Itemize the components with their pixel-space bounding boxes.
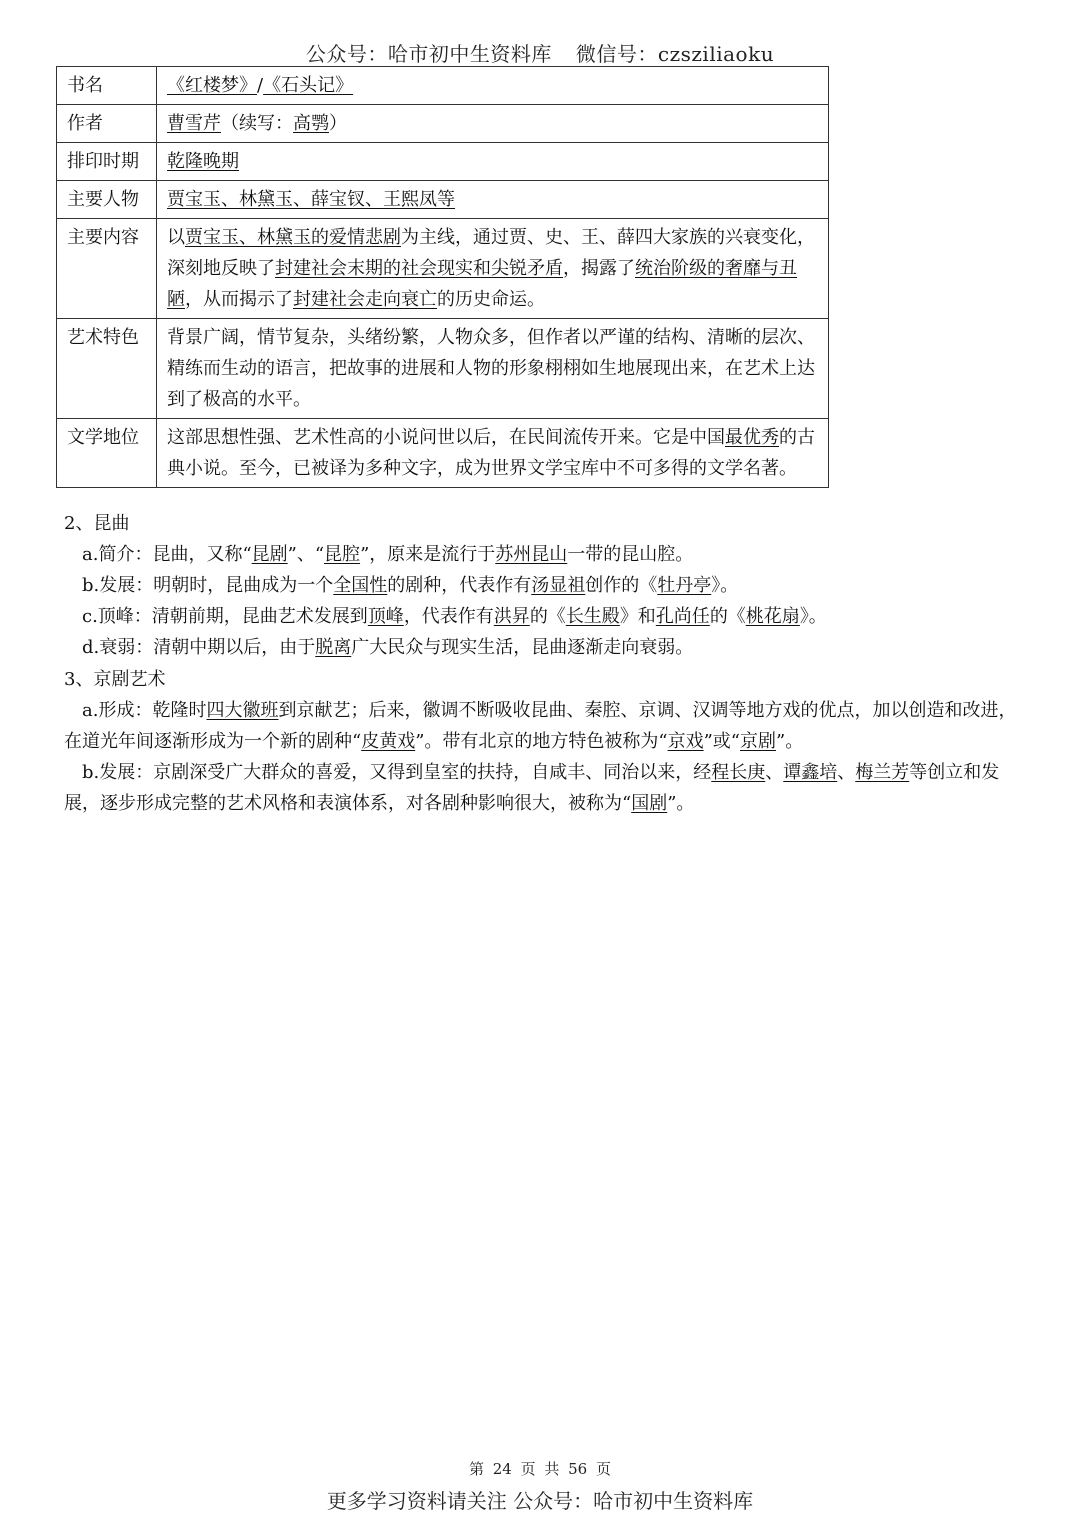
list-item: b.发展：京剧深受广大群众的喜爱，又得到皇室的扶持，自咸丰、同治以来，经程长庚、谭鑫培、梅兰芳等创立和发展，逐步形成完整的艺术风格和表演体系，对各剧种影响很大，被称为“国剧”。: [64, 762, 1000, 814]
header-account: 公众号：哈市初中生资料库: [305, 42, 552, 66]
row-label: 书名: [57, 67, 157, 105]
row-content: 曹雪芹（续写：高鹗）: [157, 105, 829, 143]
table-row: [57, 219, 829, 319]
list-item: c.顶峰：清朝前期，昆曲艺术发展到顶峰，代表作有洪昇的《长生殿》和孔尚任的《桃花扇》。: [82, 606, 827, 627]
row-content: 贾宝玉、林黛玉、薛宝钗、王熙凤等: [157, 181, 829, 219]
row-content: 以贾宝玉、林黛玉的爱情悲剧为主线，通过贾、史、王、薛四大家族的兴衰变化，深刻地反映了封建社会末期的社会现实和尖锐矛盾，揭露了统治阶级的奢靡与丑陋，从而揭示了封建社会走向衰亡的历史命运。: [157, 219, 829, 319]
kunqu-heading: 2、昆曲: [64, 513, 130, 534]
table-row: [57, 67, 829, 105]
list-item: d.衰弱：清朝中期以后，由于脱离广大民众与现实生活，昆曲逐渐走向衰弱。: [82, 637, 694, 658]
jingju-heading: 3、京剧艺术: [64, 669, 166, 690]
table-row: [57, 105, 829, 143]
table-row: [57, 419, 829, 488]
row-label: 主要人物: [57, 181, 157, 219]
row-label: 排印时期: [57, 143, 157, 181]
list-item: a.形成：乾隆时四大徽班到京献艺；后来，徽调不断吸收昆曲、秦腔、京调、汉调等地方戏的优点，加以创造和改进，在道光年间逐渐形成为一个新的剧种“皮黄戏”。带有北京的地方特色被称为“京戏”或“京剧”。: [64, 700, 1017, 752]
row-label: 主要内容: [57, 219, 157, 319]
kunqu-section: [64, 508, 1024, 663]
page-header: [0, 38, 1080, 67]
header-wechat: 微信号：czsziliaoku: [575, 42, 775, 66]
book-info-table: [56, 66, 829, 488]
row-label: 文学地位: [57, 419, 157, 488]
row-label: 作者: [57, 105, 157, 143]
list-item: b.发展：明朝时，昆曲成为一个全国性的剧种，代表作有汤显祖创作的《牡丹亭》。: [82, 575, 739, 596]
row-content: 《红楼梦》/《石头记》: [157, 67, 829, 105]
page-number: 第 24 页 共 56 页: [468, 1460, 611, 1478]
row-content: 背景广阔，情节复杂，头绪纷繁，人物众多，但作者以严谨的结构、清晰的层次、精练而生动的语言，把故事的进展和人物的形象栩栩如生地展现出来，在艺术上达到了极高的水平。: [157, 319, 829, 419]
jingju-section: [64, 664, 1024, 819]
table-row: [57, 181, 829, 219]
row-content: 乾隆晚期: [157, 143, 829, 181]
page-footer: 更多学习资料请关注 公众号：哈市初中生资料库: [326, 1489, 754, 1513]
table-row: [57, 143, 829, 181]
row-label: 艺术特色: [57, 319, 157, 419]
table-row: [57, 319, 829, 419]
list-item: a.简介：昆曲，又称“昆剧”、“昆腔”，原来是流行于苏州昆山一带的昆山腔。: [82, 544, 694, 565]
row-content: 这部思想性强、艺术性高的小说问世以后，在民间流传开来。它是中国最优秀的古典小说。至今，已被译为多种文字，成为世界文学宝库中不可多得的文学名著。: [157, 419, 829, 488]
